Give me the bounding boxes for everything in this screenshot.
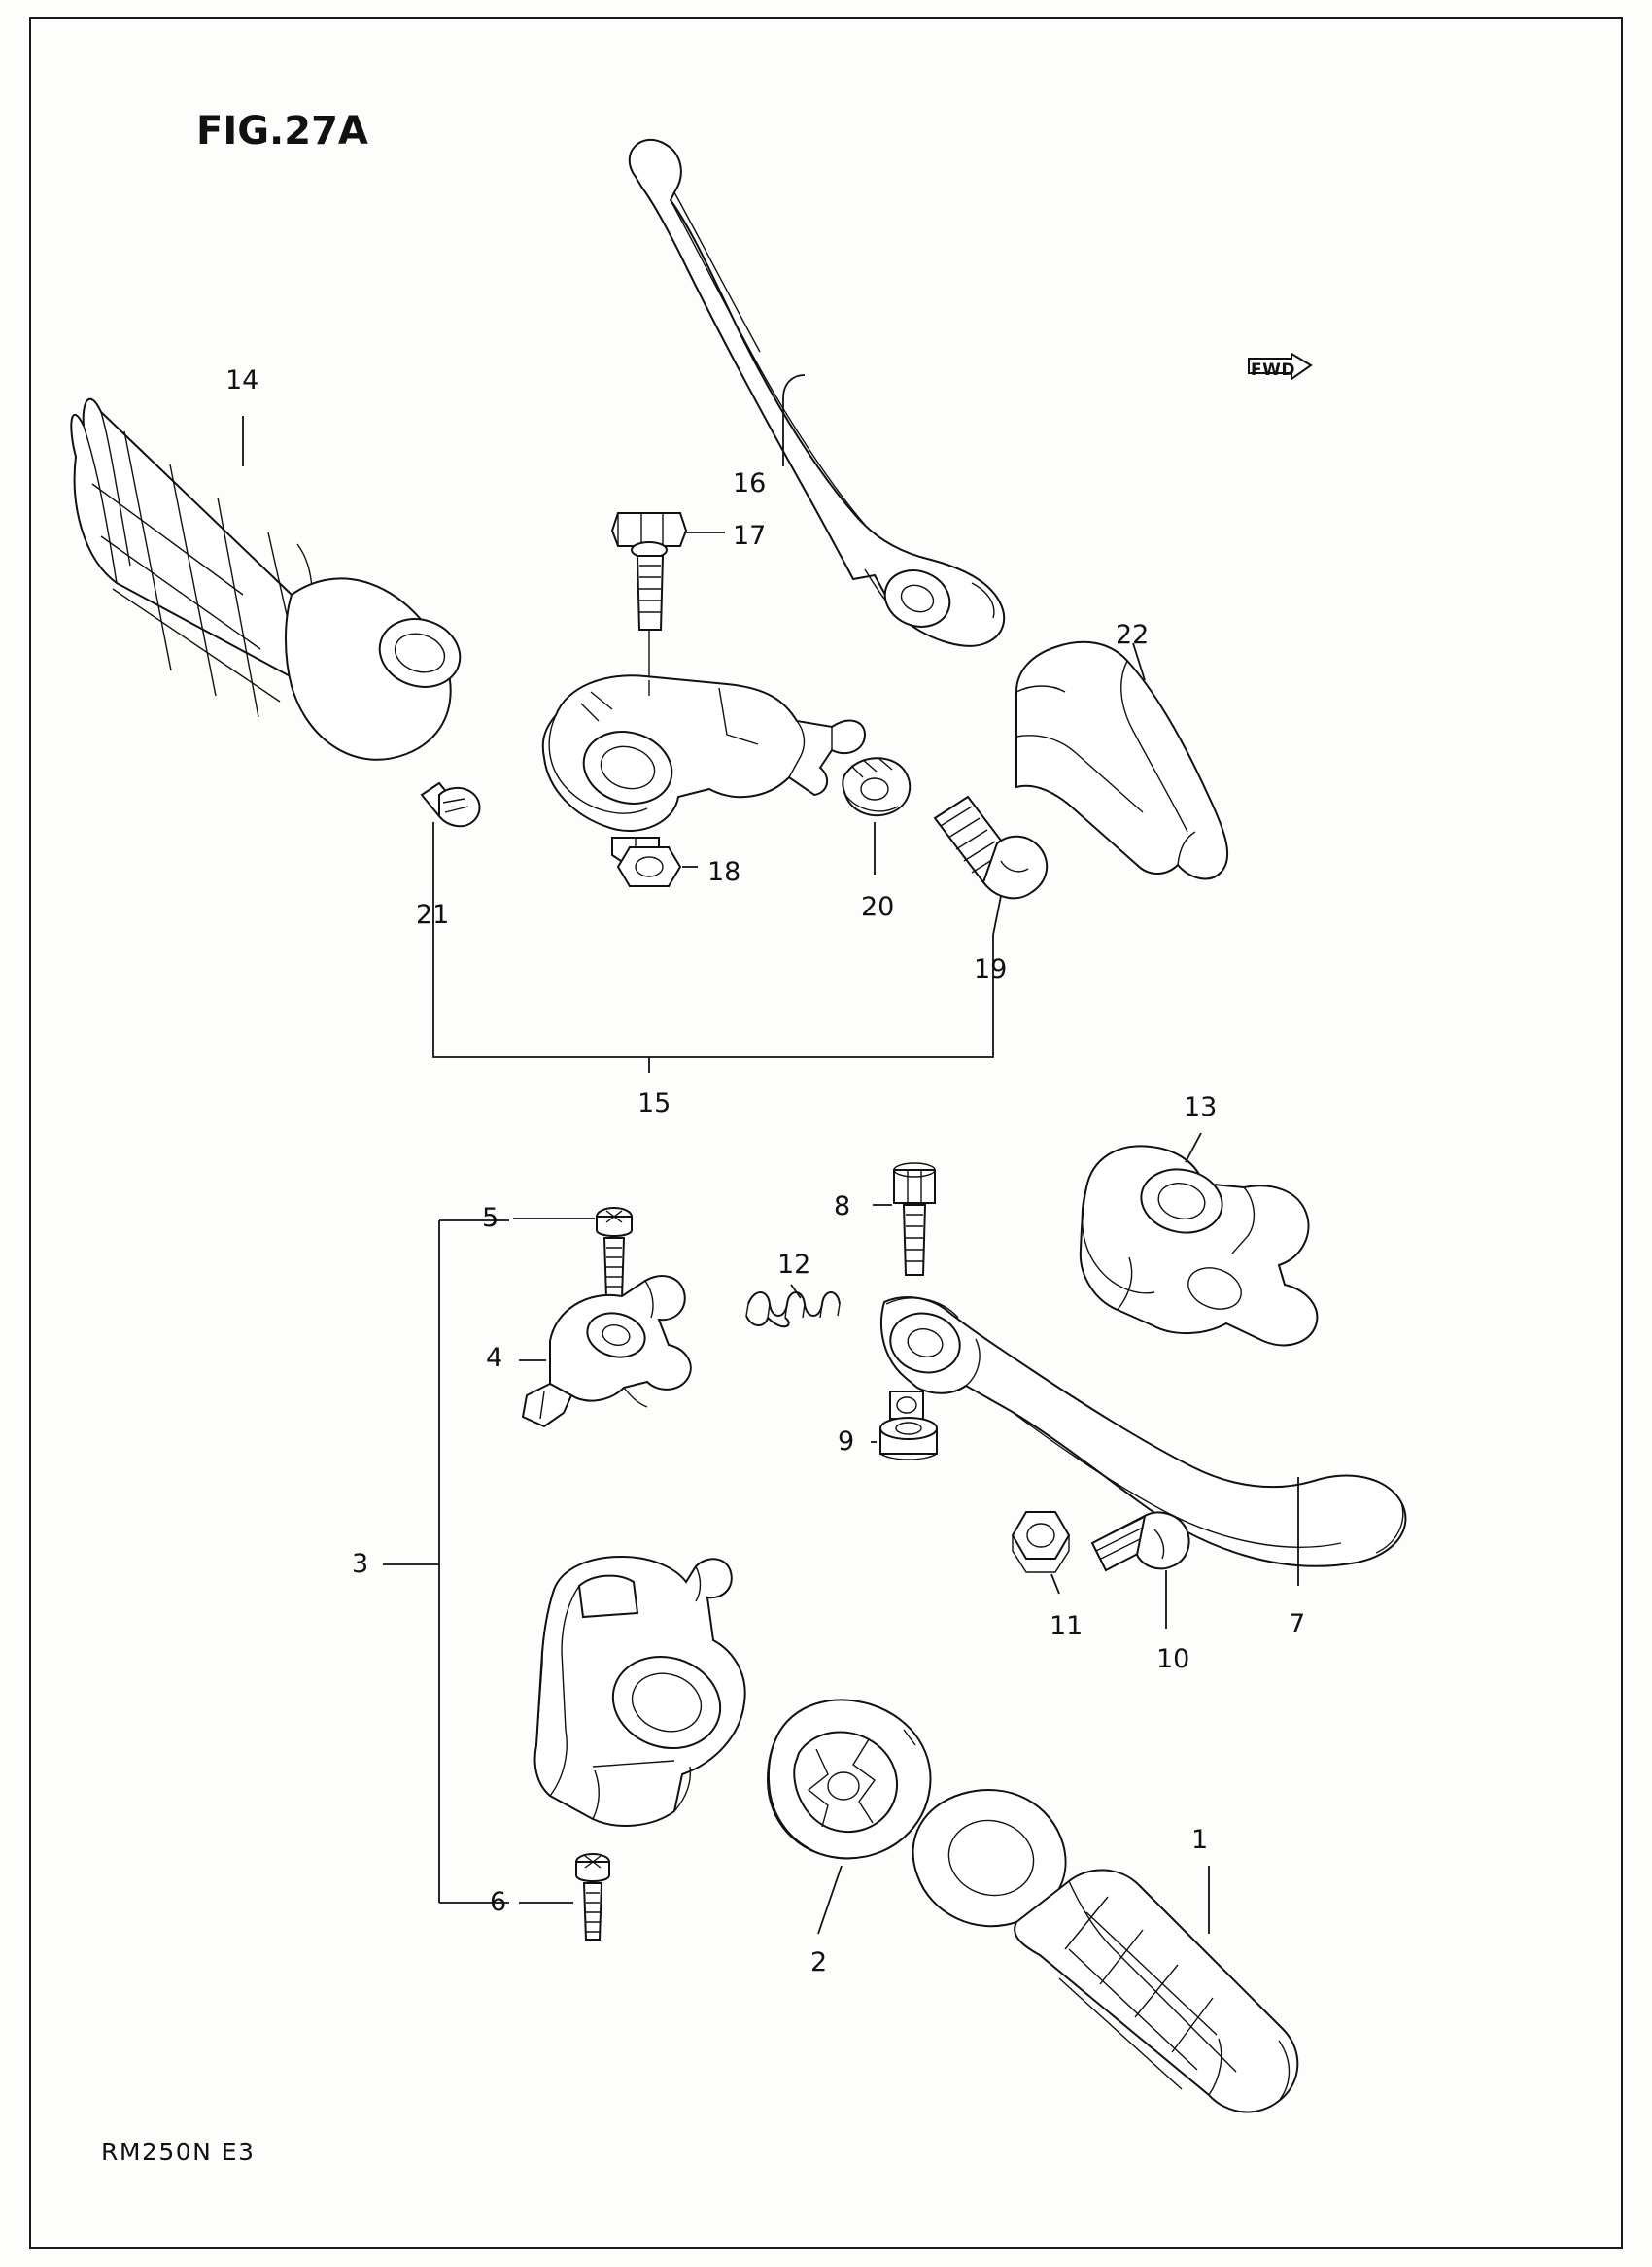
part-16-clutch-lever xyxy=(630,140,1004,646)
callout-8: 8 xyxy=(834,1191,851,1221)
part-13-throttle-case-cover xyxy=(1081,1146,1318,1345)
callout-20: 20 xyxy=(861,892,895,922)
part-4-brake-switch xyxy=(523,1276,691,1426)
callout-15: 15 xyxy=(637,1088,671,1118)
callout-19: 19 xyxy=(974,954,1008,984)
callout-21: 21 xyxy=(416,900,450,930)
callout-5: 5 xyxy=(482,1203,499,1233)
part-5-screw xyxy=(597,1208,632,1298)
part-14-grip-left xyxy=(71,399,468,760)
callout-3: 3 xyxy=(352,1549,369,1579)
callout-2: 2 xyxy=(810,1947,828,1977)
callout-16: 16 xyxy=(733,468,767,498)
part-21-screw xyxy=(422,783,480,826)
part-6-screw xyxy=(576,1854,609,1940)
callout-12: 12 xyxy=(777,1250,811,1280)
callout-13: 13 xyxy=(1184,1092,1218,1122)
part-9-washer xyxy=(880,1418,937,1460)
figure-title: FIG.27A xyxy=(196,109,368,154)
part-2-throttle-drum xyxy=(768,1700,931,1858)
callout-4: 4 xyxy=(486,1343,503,1373)
part-17-bolt xyxy=(612,513,686,680)
callout-7: 7 xyxy=(1289,1609,1306,1639)
part-10-adjuster-bolt xyxy=(1092,1512,1189,1570)
part-3-brake-lever-holder xyxy=(535,1557,745,1826)
callout-18: 18 xyxy=(707,857,741,887)
part-20-lock-nut xyxy=(843,758,910,815)
part-15-lever-holder xyxy=(543,675,865,871)
part-12-spring xyxy=(746,1292,840,1326)
callout-9: 9 xyxy=(838,1426,855,1457)
model-code-label: RM250N E3 xyxy=(101,2138,256,2166)
part-19-cable-adjuster xyxy=(935,797,1047,898)
callout-6: 6 xyxy=(490,1887,507,1917)
part-22-lever-cover xyxy=(1016,642,1227,879)
part-18-nut xyxy=(618,847,680,886)
part-8-bolt xyxy=(894,1163,935,1275)
part-1-grip-right xyxy=(913,1790,1298,2112)
callout-11: 11 xyxy=(1050,1611,1084,1641)
callout-14: 14 xyxy=(225,365,259,395)
callout-1: 1 xyxy=(1191,1825,1209,1855)
fwd-label: FWD xyxy=(1251,361,1295,380)
callout-22: 22 xyxy=(1116,620,1150,650)
part-11-nut xyxy=(1013,1512,1069,1572)
callout-10: 10 xyxy=(1156,1644,1190,1674)
callout-17: 17 xyxy=(733,521,767,551)
